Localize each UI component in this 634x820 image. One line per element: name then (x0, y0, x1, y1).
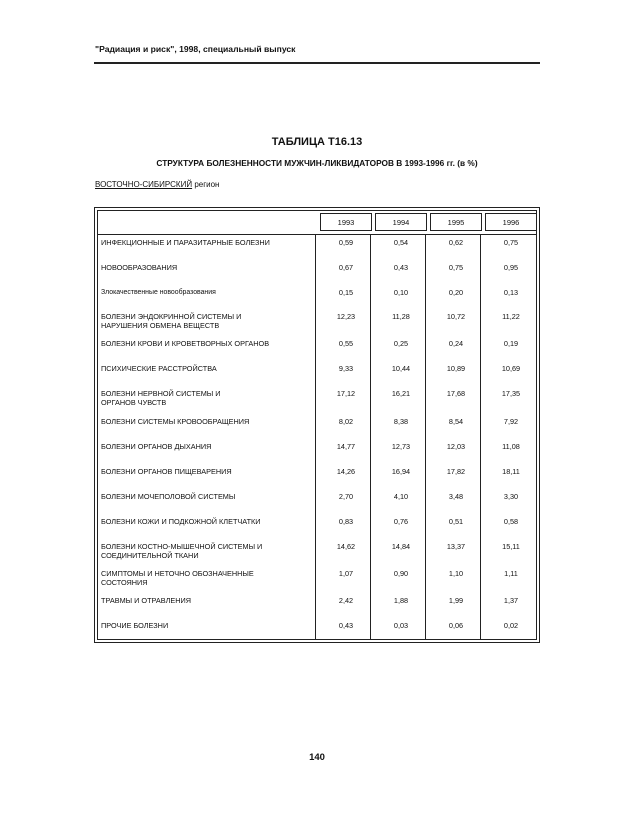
cell-1996: 11,08 (502, 442, 520, 451)
row-label: БОЛЕЗНИ КРОВИ И КРОВЕТВОРНЫХ ОРГАНОВ (101, 339, 270, 348)
cell-1996: 0,58 (503, 517, 519, 526)
cell-1996: 0,02 (503, 621, 519, 630)
region-caption (95, 180, 219, 189)
cell-1993: 0,59 (338, 238, 354, 247)
cell-1994: 0,25 (393, 339, 409, 348)
cell-1994: 0,03 (393, 621, 409, 630)
cell-1995: 10,72 (446, 312, 466, 321)
cell-1993: 17,12 (336, 389, 356, 398)
data-table-inner (97, 210, 537, 640)
cell-1995: 0,62 (448, 238, 464, 247)
cell-1996: 1,37 (503, 596, 519, 605)
cell-1994: 16,94 (391, 467, 411, 476)
region-name: ВОСТОЧНО-СИБИРСКИЙ (95, 180, 193, 189)
running-header: "Радиация и риск", 1998, специальный выпуск (95, 44, 296, 54)
cell-1994: 8,38 (393, 417, 409, 426)
row-label: ТРАВМЫ И ОТРАВЛЕНИЯ (101, 596, 192, 605)
cell-1993: 0,43 (338, 621, 354, 630)
cell-1994: 0,54 (393, 238, 409, 247)
row-label: БОЛЕЗНИ ОРГАНОВ ПИЩЕВАРЕНИЯ (101, 467, 232, 476)
header-rule (94, 62, 540, 64)
row-label: ПСИХИЧЕСКИЕ РАССТРОЙСТВА (101, 364, 217, 373)
year-header-1994: 1994 (375, 213, 427, 231)
cell-1996: 0,13 (503, 288, 519, 297)
cell-1996: 3,30 (503, 492, 519, 501)
cell-1993: 14,77 (336, 442, 356, 451)
cell-1993: 0,15 (338, 288, 354, 297)
row-label: БОЛЕЗНИ ОРГАНОВ ДЫХАНИЯ (101, 442, 212, 451)
table-header-row (98, 211, 536, 235)
cell-1995: 13,37 (446, 542, 466, 551)
cell-1994: 0,90 (393, 569, 409, 578)
cell-1996: 0,95 (503, 263, 519, 272)
year-header-1996: 1996 (485, 213, 537, 231)
table-title: ТАБЛИЦА Т16.13 (271, 136, 363, 148)
row-label: БОЛЕЗНИ ЭНДОКРИННОЙ СИСТЕМЫ И НАРУШЕНИЯ ОБМЕНА ВЕЩЕСТВ (101, 312, 242, 330)
cell-1993: 2,70 (338, 492, 354, 501)
cell-1996: 0,75 (503, 238, 519, 247)
cell-1993: 9,33 (338, 364, 354, 373)
cell-1993: 14,62 (336, 542, 356, 551)
cell-1995: 1,10 (448, 569, 464, 578)
year-header-1995: 1995 (430, 213, 482, 231)
row-label: БОЛЕЗНИ КОЖИ И ПОДКОЖНОЙ КЛЕТЧАТКИ (101, 517, 261, 526)
cell-1993: 1,07 (338, 569, 354, 578)
row-label: БОЛЕЗНИ МОЧЕПОЛОВОЙ СИСТЕМЫ (101, 492, 236, 501)
cell-1996: 11,22 (502, 312, 520, 321)
cell-1995: 0,06 (448, 621, 464, 630)
cell-1994: 12,73 (391, 442, 411, 451)
cell-1996: 7,92 (503, 417, 519, 426)
cell-1994: 0,43 (393, 263, 409, 272)
cell-1995: 12,03 (446, 442, 466, 451)
cell-1996: 17,35 (501, 389, 521, 398)
cell-1993: 2,42 (338, 596, 354, 605)
row-label: СИМПТОМЫ И НЕТОЧНО ОБОЗНАЧЕННЫЕ СОСТОЯНИЯ (101, 569, 254, 587)
year-header-1993: 1993 (320, 213, 372, 231)
cell-1993: 12,23 (336, 312, 356, 321)
cell-1995: 8,54 (448, 417, 464, 426)
cell-1994: 11,28 (392, 312, 410, 321)
cell-1995: 0,24 (448, 339, 464, 348)
row-label: БОЛЕЗНИ СИСТЕМЫ КРОВООБРАЩЕНИЯ (101, 417, 250, 426)
cell-1995: 17,68 (446, 389, 466, 398)
table-subtitle: СТРУКТУРА БОЛЕЗНЕННОСТИ МУЖЧИН-ЛИКВИДАТОРОВ В 1993-1996 гг. (в %) (156, 158, 478, 168)
cell-1993: 0,83 (338, 517, 354, 526)
cell-1995: 0,20 (448, 288, 464, 297)
row-label: БОЛЕЗНИ НЕРВНОЙ СИСТЕМЫ И ОРГАНОВ ЧУВСТВ (101, 389, 221, 407)
cell-1994: 10,44 (391, 364, 411, 373)
cell-1995: 0,75 (448, 263, 464, 272)
cell-1996: 10,69 (501, 364, 521, 373)
cell-1994: 0,76 (393, 517, 409, 526)
cell-1996: 0,19 (503, 339, 519, 348)
cell-1995: 3,48 (448, 492, 464, 501)
cell-1995: 0,51 (448, 517, 464, 526)
row-label: ИНФЕКЦИОННЫЕ И ПАРАЗИТАРНЫЕ БОЛЕЗНИ (101, 238, 270, 247)
page-number: 140 (309, 752, 325, 763)
cell-1993: 8,02 (338, 417, 354, 426)
row-label: НОВООБРАЗОВАНИЯ (101, 263, 178, 272)
cell-1993: 0,67 (338, 263, 354, 272)
row-label: Злокачественные новообразования (101, 289, 216, 296)
cell-1994: 16,21 (391, 389, 411, 398)
region-suffix: регион (192, 180, 220, 189)
cell-1995: 17,82 (446, 467, 466, 476)
cell-1993: 14,26 (336, 467, 356, 476)
row-label: БОЛЕЗНИ КОСТНО-МЫШЕЧНОЙ СИСТЕМЫ И СОЕДИНИТЕЛЬНОЙ ТКАНИ (101, 542, 263, 560)
cell-1995: 1,99 (448, 596, 464, 605)
cell-1994: 0,10 (393, 288, 409, 297)
cell-1996: 15,11 (502, 542, 520, 551)
cell-1994: 4,10 (393, 492, 409, 501)
row-label: ПРОЧИЕ БОЛЕЗНИ (101, 621, 169, 630)
data-table (94, 207, 540, 643)
cell-1995: 10,89 (446, 364, 466, 373)
cell-1994: 1,88 (393, 596, 409, 605)
column-divider (315, 234, 316, 639)
cell-1994: 14,84 (391, 542, 411, 551)
cell-1993: 0,55 (338, 339, 354, 348)
cell-1996: 1,11 (504, 569, 518, 578)
cell-1996: 18,11 (502, 467, 520, 476)
